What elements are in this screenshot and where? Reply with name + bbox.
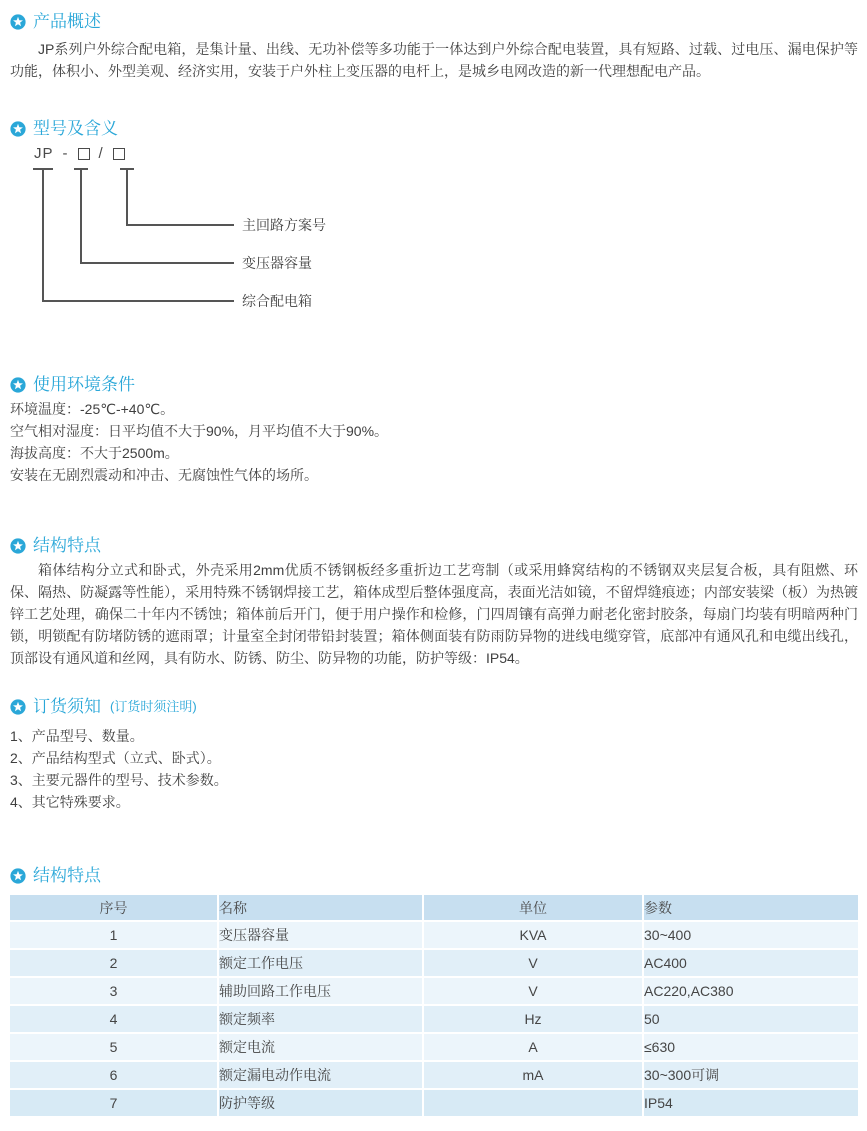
cell-param: ≤630 xyxy=(643,1033,858,1061)
cell-param: AC220,AC380 xyxy=(643,977,858,1005)
ordering-item: 4、其它特殊要求。 xyxy=(10,794,130,810)
table-row xyxy=(10,977,858,1005)
ordering-item: 2、产品结构型式（立式、卧式）。 xyxy=(10,750,221,766)
model-code xyxy=(34,144,125,164)
cell-no: 5 xyxy=(10,1033,218,1061)
cell-no: 4 xyxy=(10,1005,218,1033)
cell-no: 7 xyxy=(10,1089,218,1117)
table-row xyxy=(10,1005,858,1033)
cell-unit: KVA xyxy=(423,921,643,949)
model-dash: - xyxy=(62,145,69,162)
cell-param: 30~300可调 xyxy=(643,1061,858,1089)
star-circle-icon xyxy=(10,121,26,137)
model-code-diagram xyxy=(10,144,858,316)
section-ordering xyxy=(10,696,858,813)
header-param: 参数 xyxy=(643,895,858,921)
model-slash: / xyxy=(98,145,104,162)
section-title-text: 产品概述 xyxy=(33,12,101,31)
cell-param: AC400 xyxy=(643,949,858,977)
model-placeholder-box-capacity xyxy=(78,148,90,160)
diagram-label-distribution-box: 综合配电箱 xyxy=(242,293,312,309)
table-row xyxy=(10,1033,858,1061)
structure-paragraph: 箱体结构分立式和卧式，外壳采用2mm优质不锈钢板经多重折边工艺弯制（或采用蜂窝结构的不锈钢双夹层复合板，具有阻燃、环保、隔热、防凝露等性能），采用特殊不锈钢焊接工艺，箱体成型后整体强度高，表面光洁如镜，不留焊缝痕迹；内部安装梁（板）为热镀锌工艺处理，确保二十年内不锈蚀；箱体前后开门，便于用户操作和检修，门四周镶有高弹力耐老化密封胶条，每扇门均装有明暗两种门锁，明锁配有防堵防锈的遮雨罩；计量室全封闭带铅封装置；箱体侧面装有防雨防异物的进线电缆穿管，底部冲有通风孔和电缆出线孔，顶部设有通风道和丝网，具有防水、防锈、防尘、防异物的功能，防护等级：IP54。 xyxy=(10,562,858,666)
cell-unit: Hz xyxy=(423,1005,643,1033)
section-title-text: 结构特点 xyxy=(33,536,101,555)
header-name: 名称 xyxy=(218,895,423,921)
diagram-label-main-circuit: 主回路方案号 xyxy=(242,217,326,233)
diagram-vertical-line xyxy=(42,168,44,300)
cell-param: 50 xyxy=(643,1005,858,1033)
section-model-meaning xyxy=(10,118,858,316)
cell-name: 防护等级 xyxy=(218,1089,423,1117)
diagram-horizontal-line xyxy=(126,224,234,226)
cell-name: 额定电流 xyxy=(218,1033,423,1061)
cell-unit: V xyxy=(423,977,643,1005)
section-environment xyxy=(10,374,858,486)
section-overview-title xyxy=(10,11,858,33)
section-ordering-title xyxy=(10,696,858,718)
model-placeholder-box-scheme xyxy=(113,148,125,160)
cell-no: 6 xyxy=(10,1061,218,1089)
cell-no: 2 xyxy=(10,949,218,977)
cell-name: 变压器容量 xyxy=(218,921,423,949)
cell-unit xyxy=(423,1089,643,1117)
cell-param: 30~400 xyxy=(643,921,858,949)
env-installation-site: 安装在无剧烈震动和冲击、无腐蚀性气体的场所。 xyxy=(10,467,318,483)
section-spec-table-title xyxy=(10,865,858,887)
ordering-list xyxy=(10,725,858,813)
section-environment-title xyxy=(10,374,858,396)
diagram-horizontal-line xyxy=(42,300,234,302)
diagram-horizontal-line xyxy=(80,262,234,264)
star-circle-icon xyxy=(10,868,26,884)
section-title-note: (订货时须注明) xyxy=(110,699,197,714)
section-title-text: 订货须知 xyxy=(33,697,101,716)
env-temperature: 环境温度：-25℃-+40℃。 xyxy=(10,401,175,417)
section-structure-features xyxy=(10,535,858,669)
diagram-vertical-line xyxy=(126,168,128,224)
cell-no: 3 xyxy=(10,977,218,1005)
datasheet-page xyxy=(0,11,867,1131)
overview-paragraph: JP系列户外综合配电箱，是集计量、出线、无功补偿等多功能于一体达到户外综合配电装置，具有短路、过载、过电压、漏电保护等功能，体积小、外型美观、经济实用，安装于户外柱上变压器的电杆上，是城乡电网改造的新一代理想配电产品。 xyxy=(10,41,858,79)
star-circle-icon xyxy=(10,538,26,554)
cell-unit: A xyxy=(423,1033,643,1061)
section-model-title xyxy=(10,118,858,140)
header-no: 序号 xyxy=(10,895,218,921)
environment-conditions xyxy=(10,398,858,486)
section-title-text: 使用环境条件 xyxy=(33,375,135,394)
section-spec-table xyxy=(10,865,858,1118)
spec-table-header-row xyxy=(10,895,858,921)
section-overview xyxy=(10,11,858,82)
ordering-item: 1、产品型号、数量。 xyxy=(10,728,144,744)
table-row xyxy=(10,1089,858,1117)
cell-unit: mA xyxy=(423,1061,643,1089)
env-altitude: 海拔高度：不大于2500m。 xyxy=(10,445,179,461)
star-circle-icon xyxy=(10,14,26,30)
ordering-item: 3、主要元器件的型号、技术参数。 xyxy=(10,772,228,788)
table-row xyxy=(10,1061,858,1089)
header-unit: 单位 xyxy=(423,895,643,921)
cell-param: IP54 xyxy=(643,1089,858,1117)
star-circle-icon xyxy=(10,377,26,393)
diagram-label-transformer-capacity: 变压器容量 xyxy=(242,255,312,271)
section-structure-title xyxy=(10,535,858,557)
cell-name: 额定频率 xyxy=(218,1005,423,1033)
section-title-text: 型号及含义 xyxy=(33,119,118,138)
cell-no: 1 xyxy=(10,921,218,949)
table-row xyxy=(10,949,858,977)
diagram-vertical-line xyxy=(80,168,82,262)
cell-name: 辅助回路工作电压 xyxy=(218,977,423,1005)
spec-table xyxy=(10,895,858,1118)
cell-unit: V xyxy=(423,949,643,977)
star-circle-icon xyxy=(10,699,26,715)
model-prefix: JP xyxy=(34,145,54,162)
cell-name: 额定漏电动作电流 xyxy=(218,1061,423,1089)
cell-name: 额定工作电压 xyxy=(218,949,423,977)
env-humidity: 空气相对湿度：日平均值不大于90%，月平均值不大于90%。 xyxy=(10,423,389,439)
table-row xyxy=(10,921,858,949)
section-title-text: 结构特点 xyxy=(33,866,101,885)
